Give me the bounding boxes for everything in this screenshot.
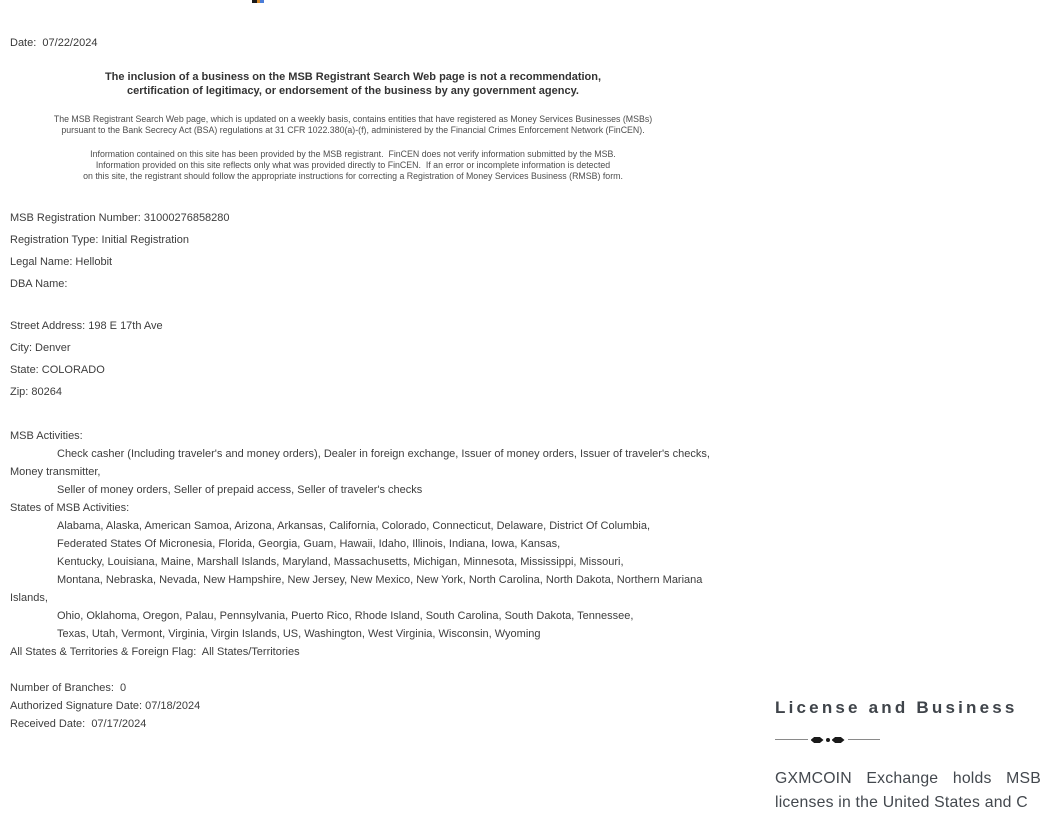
information-notice-paragraph	[0, 149, 706, 183]
notice-line: Information provided on this site reflects only what was provided directly to FinCEN. If an error or incomplete information is detected	[95, 160, 611, 171]
paragraph-line: GXMCOIN Exchange holds MSB	[775, 770, 1041, 787]
document-date: Date: 07/22/2024	[10, 37, 98, 49]
section-heading: License and Business	[775, 698, 1018, 717]
section-paragraph	[775, 767, 1041, 815]
states-line: Islands,	[10, 592, 48, 604]
field-dba-name: DBA Name:	[10, 278, 68, 290]
notice-line: The MSB Registrant Search Web page, which is updated on a weekly basis, contains entities that have registered as Money Services Businesses (MSBs)	[53, 114, 653, 124]
field-all-states-territories: All States & Territories & Foreign Flag: All States/Territories	[10, 646, 300, 658]
paragraph-line: licenses in the United States and C	[775, 794, 1028, 811]
states-line: Federated States Of Micronesia, Florida, Georgia, Guam, Hawaii, Idaho, Illinois, Indiana, Iowa, Kansas,	[57, 538, 561, 550]
notice-line: on this site, the registrant should follow the appropriate instructions for correcting a Registration of Money Services Business (RMSB) form.	[83, 171, 623, 182]
field-received-date: Received Date: 07/17/2024	[10, 718, 147, 730]
states-line: Alabama, Alaska, American Samoa, Arizona, Arkansas, California, Colorado, Connecticut, Delaware, District Of Columbia,	[57, 520, 651, 532]
leaf-icon	[811, 737, 824, 743]
msb-activities-line: Check casher (Including traveler's and money orders), Dealer in foreign exchange, Issuer of money orders, Issuer of traveler's checks,	[57, 448, 710, 460]
leaf-icon	[832, 737, 845, 743]
label-msb-activities: MSB Activities:	[10, 430, 83, 442]
registry-notice-paragraph	[0, 114, 706, 136]
label-states-of-msb-activities: States of MSB Activities:	[10, 502, 130, 514]
msb-activities-line: Money transmitter,	[10, 466, 101, 478]
notice-line: pursuant to the Bank Secrecy Act (BSA) regulations at 31 CFR 1022.380(a)-(f), administered by the Financial Crimes Enforcement Network (FinCEN).	[61, 125, 645, 136]
divider-ornament	[808, 737, 848, 743]
msb-activities-line: Seller of money orders, Seller of prepaid access, Seller of traveler's checks	[57, 484, 423, 496]
field-registration-type: Registration Type: Initial Registration	[10, 234, 189, 246]
field-legal-name: Legal Name: Hellobit	[10, 256, 113, 268]
field-city: City: Denver	[10, 342, 71, 354]
field-authorized-signature-date: Authorized Signature Date: 07/18/2024	[10, 700, 201, 712]
disclaimer-statement	[0, 70, 706, 98]
field-msb-registration-number: MSB Registration Number: 31000276858280	[10, 212, 230, 224]
notice-line: Information contained on this site has been provided by the MSB registrant. FinCEN does not verify information submitted by the MSB.	[90, 149, 616, 159]
field-zip: Zip: 80264	[10, 386, 62, 398]
field-state: State: COLORADO	[10, 364, 105, 376]
disclaimer-line: The inclusion of a business on the MSB Registrant Search Web page is not a recommendation,	[104, 71, 602, 83]
states-line: Ohio, Oklahoma, Oregon, Palau, Pennsylvania, Puerto Rico, Rhode Island, South Carolina, South Dakota, Tennessee,	[57, 610, 634, 622]
field-street-address: Street Address: 198 E 17th Ave	[10, 320, 163, 332]
states-line: Montana, Nebraska, Nevada, New Hampshire, New Jersey, New Mexico, New York, North Carolina, North Dakota, Northern Mariana	[57, 574, 703, 586]
states-line: Kentucky, Louisiana, Maine, Marshall Islands, Maryland, Massachusetts, Michigan, Minnesota, Mississippi, Missouri,	[57, 556, 624, 568]
disclaimer-line: certification of legitimacy, or endorsement of the business by any government agency.	[127, 85, 579, 97]
right-column	[775, 698, 1041, 815]
dot-icon	[826, 738, 830, 742]
states-line: Texas, Utah, Vermont, Virginia, Virgin Islands, US, Washington, West Virginia, Wisconsin, Wyoming	[57, 628, 541, 640]
ornament-divider	[775, 735, 880, 745]
field-number-of-branches: Number of Branches: 0	[10, 682, 127, 694]
